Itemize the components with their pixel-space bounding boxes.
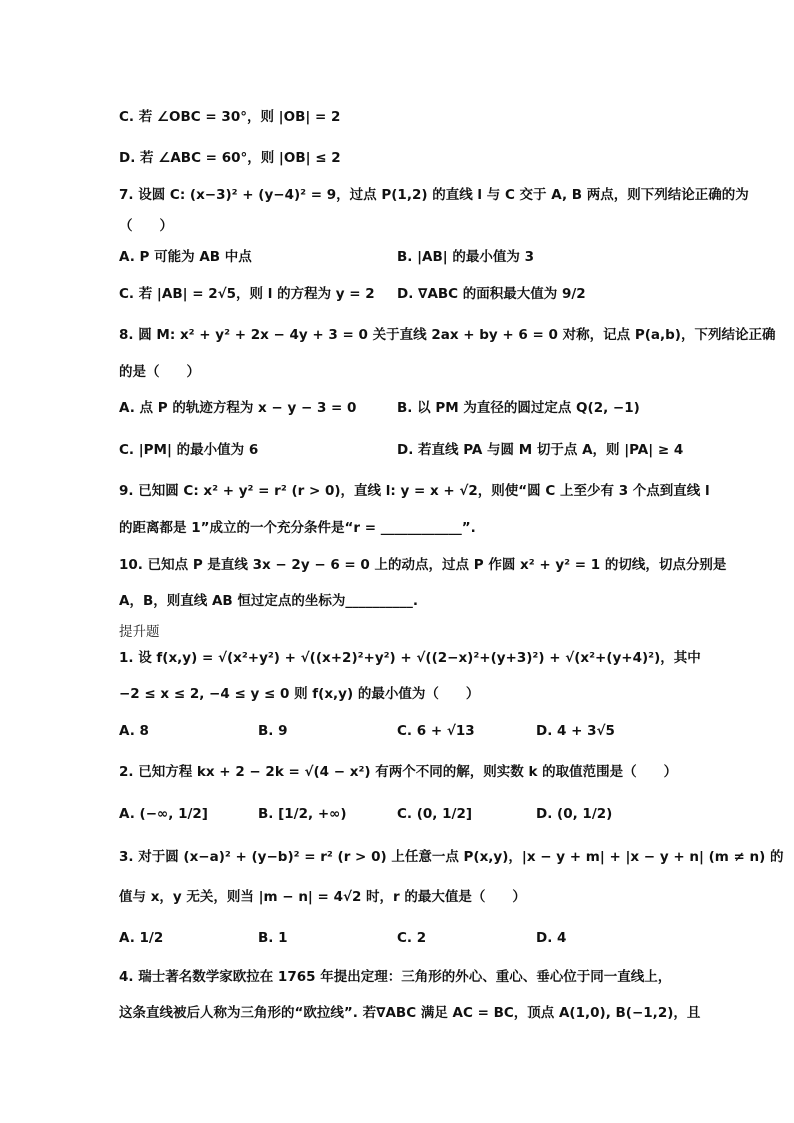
advanced-3-tail: 值与 x，y 无关，则当 |m − n| = 4√2 时，r 的最大值是（ ） xyxy=(119,889,526,905)
a2-option-a: A. (−∞, 1/2] xyxy=(119,806,208,822)
a1-option-b: B. 9 xyxy=(258,723,288,739)
a3-option-a: A. 1/2 xyxy=(119,930,164,946)
section-title: 提升题 xyxy=(119,624,160,640)
advanced-2-stem: 2. 已知方程 kx + 2 − 2k = √(4 − x²) 有两个不同的解，则实数 k 的取值范围是（ ） xyxy=(119,764,678,780)
advanced-1-stem: 1. 设 f(x,y) = √(x²+y²) + √((x+2)²+y²) + √((2−x)²+(y+3)²) + √(x²+(y+4)²)，其中 xyxy=(119,650,701,666)
q8-option-b: B. 以 PM 为直径的圆过定点 Q(2, −1) xyxy=(397,400,640,416)
a1-option-d: D. 4 + 3√5 xyxy=(536,723,615,739)
q8-option-c: C. |PM| 的最小值为 6 xyxy=(119,442,259,458)
a3-option-b: B. 1 xyxy=(258,930,288,946)
a1-option-c: C. 6 + √13 xyxy=(397,723,475,739)
question-8-tail: 的是（ ） xyxy=(119,364,200,380)
q7-option-a: A. P 可能为 AB 中点 xyxy=(119,249,252,265)
option-c-q6: C. 若 ∠OBC = 30°，则 |OB| = 2 xyxy=(119,109,341,125)
a1-option-a: A. 8 xyxy=(119,723,149,739)
a2-option-d: D. (0, 1/2) xyxy=(536,806,613,822)
question-7-paren: （ ） xyxy=(119,218,173,234)
question-10-stem: 10. 已知点 P 是直线 3x − 2y − 6 = 0 上的动点，过点 P 作圆 x² + y² = 1 的切线，切点分别是 xyxy=(119,557,727,573)
q7-option-b: B. |AB| 的最小值为 3 xyxy=(397,249,535,265)
q7-option-c: C. 若 |AB| = 2√5，则 l 的方程为 y = 2 xyxy=(119,286,375,302)
q8-option-a: A. 点 P 的轨迹方程为 x − y − 3 = 0 xyxy=(119,400,357,416)
question-7-stem: 7. 设圆 C: (x−3)² + (y−4)² = 9，过点 P(1,2) 的直线 l 与 C 交于 A, B 两点，则下列结论正确的为 xyxy=(119,187,749,203)
q7-option-d: D. ∇ABC 的面积最大值为 9/2 xyxy=(397,286,586,302)
q8-option-d: D. 若直线 PA 与圆 M 切于点 A，则 |PA| ≥ 4 xyxy=(397,442,684,458)
a3-option-c: C. 2 xyxy=(397,930,427,946)
question-8-stem: 8. 圆 M: x² + y² + 2x − 4y + 3 = 0 关于直线 2ax + by + 6 = 0 对称，记点 P(a,b)，下列结论正确 xyxy=(119,327,776,343)
question-10-tail: A，B，则直线 AB 恒过定点的坐标为__________. xyxy=(119,593,419,609)
option-d-q6: D. 若 ∠ABC = 60°，则 |OB| ≤ 2 xyxy=(119,150,341,166)
a2-option-b: B. [1/2, +∞) xyxy=(258,806,347,822)
question-9-stem: 9. 已知圆 C: x² + y² = r² (r > 0)，直线 l: y = x + √2，则使“圆 C 上至少有 3 个点到直线 l xyxy=(119,483,710,499)
advanced-4-stem: 4. 瑞士著名数学家欧拉在 1765 年提出定理：三角形的外心、重心、垂心位于同一直线上， xyxy=(119,969,672,985)
a3-option-d: D. 4 xyxy=(536,930,567,946)
question-9-tail: 的距离都是 1”成立的一个充分条件是“r = ____________”. xyxy=(119,520,476,536)
advanced-4-tail: 这条直线被后人称为三角形的“欧拉线”. 若∇ABC 满足 AC = BC，顶点 A(1,0), B(−1,2)，且 xyxy=(119,1005,701,1021)
advanced-1-tail: −2 ≤ x ≤ 2, −4 ≤ y ≤ 0 则 f(x,y) 的最小值为（ ） xyxy=(119,686,480,702)
a2-option-c: C. (0, 1/2] xyxy=(397,806,473,822)
advanced-3-stem: 3. 对于圆 (x−a)² + (y−b)² = r² (r > 0) 上任意一点 P(x,y)，|x − y + m| + |x − y + n| (m ≠ n) 的 xyxy=(119,849,784,865)
